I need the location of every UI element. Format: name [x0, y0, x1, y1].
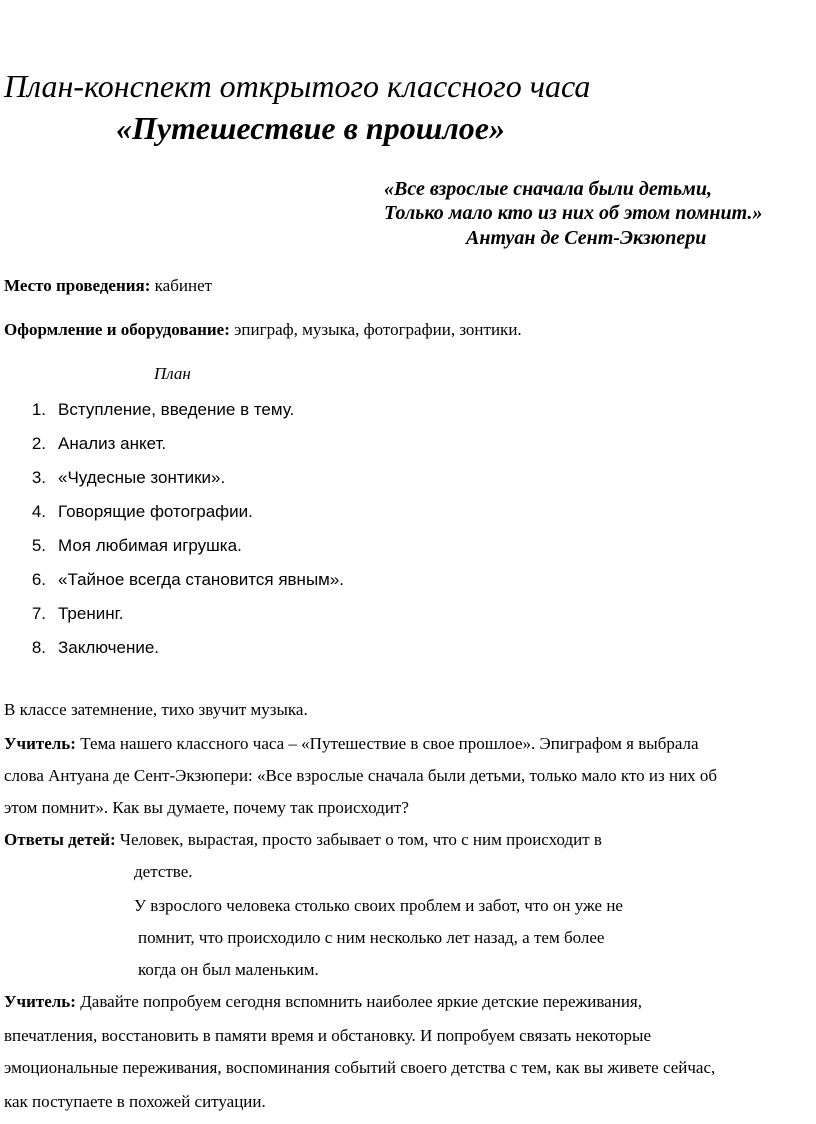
equipment-value: эпиграф, музыка, фотографии, зонтики.	[229, 320, 522, 339]
list-number: 6.	[31, 570, 46, 589]
list-number: 7.	[31, 604, 46, 623]
teacher-label: Учитель:	[4, 992, 76, 1011]
venue-value: кабинет	[150, 276, 213, 295]
children-line-2: детстве.	[134, 862, 193, 881]
equipment-label: Оформление и оборудование:	[4, 320, 230, 339]
teacher2-line-3: эмоциональные переживания, воспоминания событий своего детства с тем, как вы живете сейчас,	[4, 1058, 716, 1077]
list-text: Заключение.	[58, 638, 160, 657]
teacher-line-1	[4, 734, 699, 754]
children-line-5: когда он был маленьким.	[138, 960, 319, 979]
list-number: 5.	[31, 536, 46, 555]
venue-label: Место проведения:	[4, 276, 151, 295]
list-number: 1.	[31, 400, 46, 419]
list-text: Тренинг.	[58, 604, 124, 623]
epigraph-line-1: «Все взрослые сначала были детьми,	[384, 178, 712, 200]
list-number: 2.	[31, 434, 46, 453]
teacher-line-2: слова Антуана де Сент-Экзюпери: «Все взрослые сначала были детьми, только мало кто из них об	[4, 766, 718, 785]
list-text: Говорящие фотографии.	[58, 502, 253, 521]
document-title: План-конспект открытого классного часа	[4, 68, 591, 104]
children-label: Ответы детей:	[4, 830, 116, 849]
epigraph-line-2: Только мало кто из них об этом помнит.»	[384, 202, 763, 224]
list-number: 8.	[31, 638, 46, 657]
children-line-4: помнит, что происходило с ним несколько лет назад, а тем более	[138, 928, 605, 947]
equipment-line	[4, 320, 522, 340]
teacher-label: Учитель:	[4, 734, 76, 753]
intro-paragraph: В классе затемнение, тихо звучит музыка.	[4, 700, 308, 719]
plan-heading: План	[154, 364, 191, 383]
teacher-line-3: этом помнит». Как вы думаете, почему так происходит?	[4, 798, 409, 817]
teacher2-line-4: как поступаете в похожей ситуации.	[4, 1092, 266, 1111]
document-subtitle: «Путешествие в прошлое»	[116, 110, 505, 146]
list-number: 4.	[31, 502, 46, 521]
children-text: Человек, вырастая, просто забывает о том, что с ним происходит в	[115, 830, 602, 849]
list-text: «Чудесные зонтики».	[58, 468, 226, 487]
list-number: 3.	[31, 468, 46, 487]
teacher-text: Давайте попробуем сегодня вспомнить наиболее яркие детские переживания,	[75, 992, 642, 1011]
list-text: Моя любимая игрушка.	[58, 536, 242, 555]
list-text: Вступление, введение в тему.	[58, 400, 295, 419]
list-text: Анализ анкет.	[58, 434, 167, 453]
children-line-1	[4, 830, 602, 850]
list-text: «Тайное всегда становится явным».	[58, 570, 345, 589]
venue-line	[4, 276, 212, 296]
teacher2-line-1	[4, 992, 642, 1012]
teacher-text: Тема нашего классного часа – «Путешествие в свое прошлое». Эпиграфом я выбрала	[75, 734, 699, 753]
teacher2-line-2: впечатления, восстановить в памяти время и обстановку. И попробуем связать некоторые	[4, 1026, 652, 1045]
children-line-3: У взрослого человека столько своих проблем и забот, что он уже не	[134, 896, 623, 915]
epigraph-author: Антуан де Сент-Экзюпери	[466, 227, 707, 249]
